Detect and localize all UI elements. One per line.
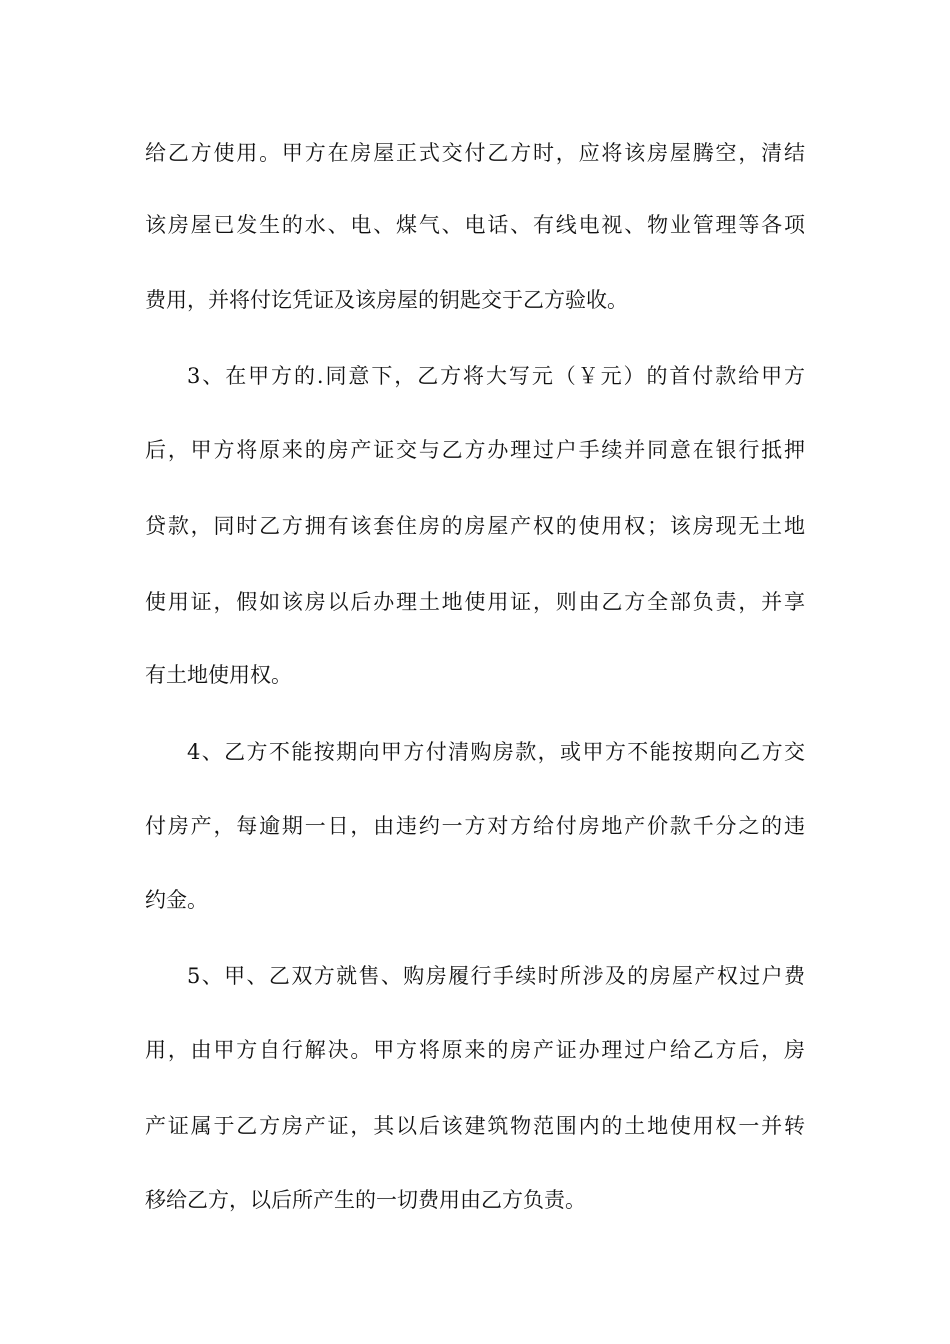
- paragraph-line: 有土地使用权。: [145, 663, 292, 687]
- paragraph-line: 付房产，每逾期一日，由违约一方对方给付房地产价款千分之的违: [145, 814, 805, 838]
- paragraph-line: 费用，并将付讫凭证及该房屋的钥匙交于乙方验收。: [145, 288, 628, 312]
- clause-5-first-line: 5、甲、乙双方就售、购房履行手续时所涉及的房屋产权过户费: [187, 964, 805, 988]
- clause-3-first-line: 3、在甲方的.同意下，乙方将大写元（￥元）的首付款给甲方: [187, 364, 805, 388]
- paragraph-line: 后，甲方将原来的房产证交与乙方办理过户手续并同意在银行抵押: [145, 438, 805, 462]
- paragraph-line: 产证属于乙方房产证，其以后该建筑物范围内的土地使用权一并转: [145, 1114, 805, 1138]
- clause-4-first-line: 4、乙方不能按期向甲方付清购房款，或甲方不能按期向乙方交: [187, 740, 805, 764]
- paragraph-line: 该房屋已发生的水、电、煤气、电话、有线电视、物业管理等各项: [145, 213, 805, 237]
- paragraph-line: 给乙方使用。甲方在房屋正式交付乙方时，应将该房屋腾空，清结: [145, 141, 805, 165]
- paragraph-line: 使用证，假如该房以后办理土地使用证，则由乙方全部负责，并享: [145, 590, 805, 614]
- paragraph-line: 用，由甲方自行解决。甲方将原来的房产证办理过户给乙方后，房: [145, 1038, 805, 1062]
- paragraph-line: 移给乙方，以后所产生的一切费用由乙方负责。: [145, 1188, 586, 1212]
- paragraph-line: 贷款，同时乙方拥有该套住房的房屋产权的使用权；该房现无土地: [145, 514, 805, 538]
- paragraph-line: 约金。: [145, 888, 208, 912]
